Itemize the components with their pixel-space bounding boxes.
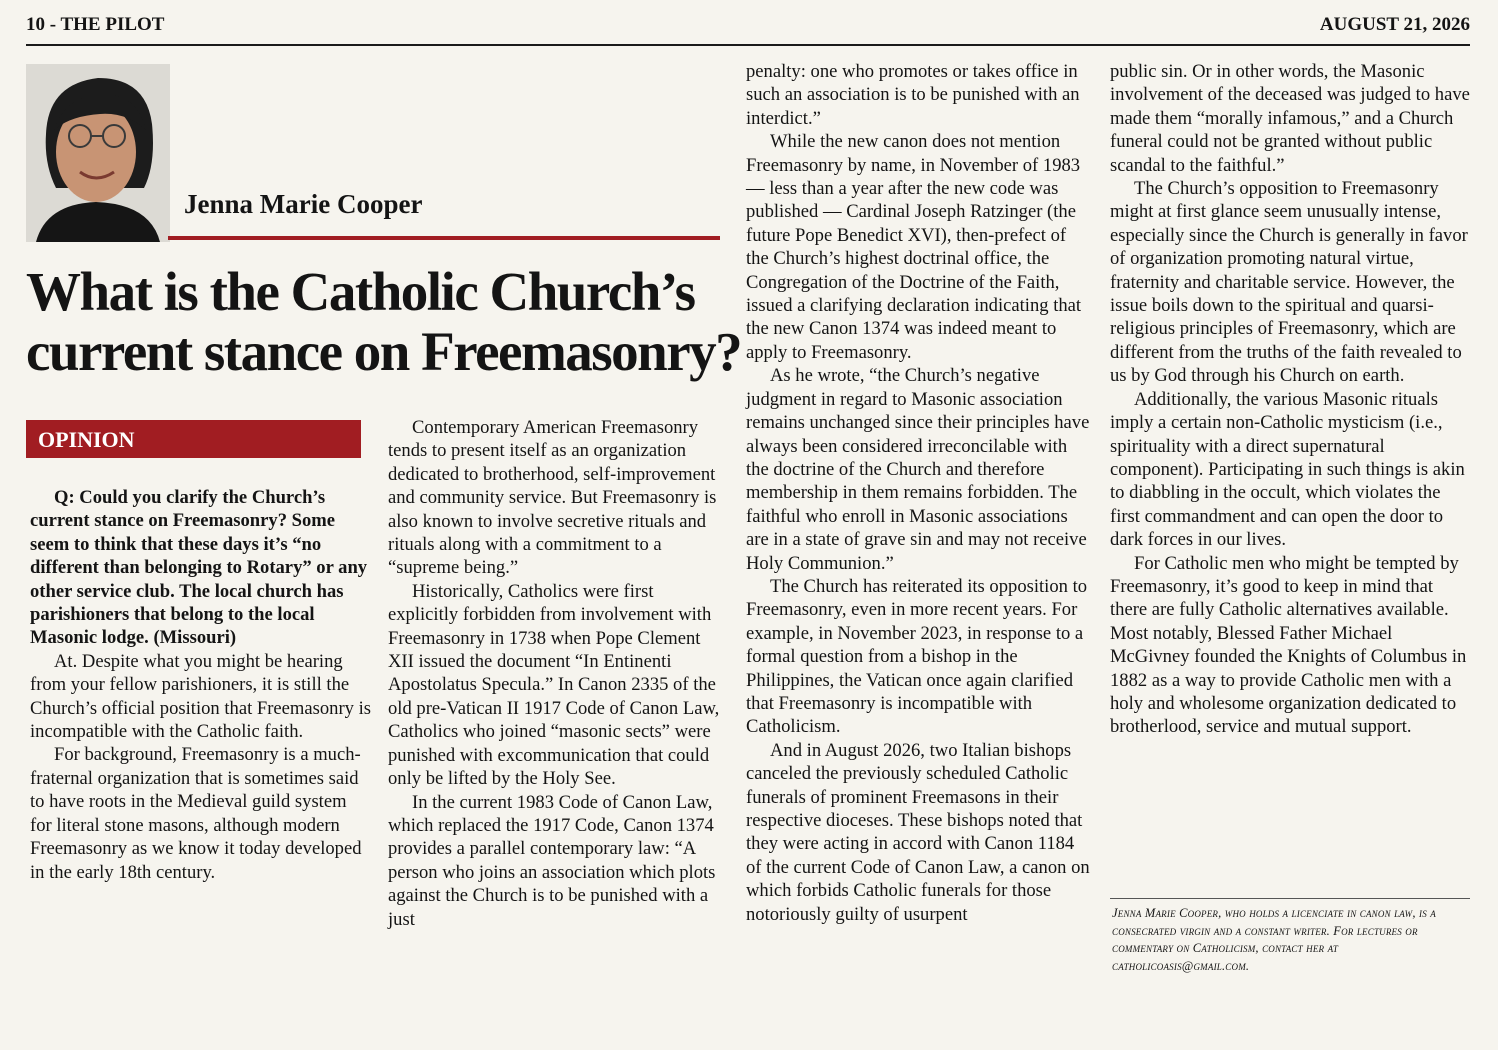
paragraph: For background, Freemasonry is a much-fraternal organization that is sometimes said to have roots in the Medieval guild system for literal stone masons, although modern Freemasonry as we know it today developed in the early 18th century. [30, 744, 362, 883]
author-portrait-image [26, 64, 170, 242]
paragraph: And in August 2026, two Italian bishops canceled the previously scheduled Catholic funerals of prominent Freemasons in their respective dioceses. These bishops noted that they were acting in accord with Canon 1184 of the current Code of Canon Law, a canon on which forbids Catholic funerals for those notoriously guilty of usurpent [746, 739, 1090, 925]
paragraph: In the current 1983 Code of Canon Law, which replaced the 1917 Code, Canon 1374 provides a parallel contemporary law: “A person who joins an association which plots against the Church is to be punished with a just [388, 791, 716, 930]
article-headline: What is the Catholic Church’s current stance on Freemasonry? [26, 261, 742, 382]
reader-question: Q: Could you clarify the Church’s current stance on Freemasonry? Some seem to think that these days it’s “no different than belonging to Rotary” or any other service club. The local church has parishioners that belong to the local Masonic lodge. (Missouri) [30, 487, 368, 649]
bio-divider [1110, 898, 1470, 899]
paragraph: As he wrote, “the Church’s negative judgment in regard to Masonic association remains unchanged since their principles have always been considered irreconcilable with the doctrine of the Church and therefore membership in them remains forbidden. The faithful who enroll in Masonic associations are in a state of grave sin and may not receive Holy Communion.” [746, 365, 1090, 574]
paragraph: Additionally, the various Masonic rituals imply a certain non-Catholic mysticism (i.e., spirituality with a direct supernatural component). Participating in such things is akin to diabbling in the occult, which violates the first commandment and can open the door to dark forces in our lives. [1110, 388, 1465, 551]
paragraph: While the new canon does not mention Freemasonry by name, in November of 1983 — less than a year after the new code was published — Cardinal Joseph Ratzinger (the future Pope Benedict XVI), then-prefect of the Church’s highest doctrinal office, the Congregation of the Doctrine of the Faith, issued a clarifying declaration indicating that the new Canon 1374 was indeed meant to apply to Freemasonry. [746, 131, 1082, 363]
paragraph: The Church has reiterated its opposition to Freemasonry, even in more recent years. For example, in November 2023, in response to a formal question from a bishop in the Philippines, the Vatican once again clarified that Freemasonry is incompatible with Catholicism. [746, 575, 1088, 738]
paragraph: For Catholic men who might be tempted by Freemasonry, it’s good to keep in mind that there are fully Catholic alternatives available. Most notably, Blessed Father Michael McGivney founded the Knights of Columbus in 1882 as a way to provide Catholic men with a holy and wholesome organization dedicated to brotherlood, service and mutual support. [1110, 552, 1467, 738]
article-column-1 [30, 486, 372, 884]
paragraph-continued: penalty: one who promotes or takes office in such an association is to be punished with an interdict.” [746, 61, 1080, 129]
issue-date: AUGUST 21, 2026 [1319, 14, 1470, 35]
masthead [26, 12, 1470, 46]
article-column-3 [746, 60, 1092, 926]
section-label: OPINION [26, 420, 361, 458]
author-photo [26, 64, 170, 242]
author-bio: Jenna Marie Cooper, who holds a licenciate in canon law, is a consecrated virgin and a constant writer. For lectures or commentary on Catholicism, contact her at catholicoasis@gmail.com. [1112, 906, 1436, 973]
paragraph: Historically, Catholics were first explicitly forbidden from involvement with Freemasonry in 1738 when Pope Clement XII issued the document “In Entinenti Apostolatus Specula.” In Canon 2335 of the old pre-Vatican II 1917 Code of Canon Law, Catholics who joined “masonic sects” were punished with excommunication that could only be lifted by the Holy See. [388, 580, 720, 790]
paragraph: At. Despite what you might be hearing from your fellow parishioners, it is still the Church’s official position that Freemasonry is incompatible with the Catholic faith. [30, 650, 372, 743]
article-column-4 [1110, 60, 1470, 739]
paragraph: The Church’s opposition to Freemasonry might at first glance seem unusually intense, especially since the Church is generally in favor of organization promoting natural virtue, fraternity and charitable service. However, the issue boils down to the spiritual and quarsi-religious principles of Freemasonry, which are different from the truths of the faith revealed to us by God through his Church on earth. [1110, 178, 1468, 387]
author-byline: Jenna Marie Cooper [184, 189, 423, 219]
page-label: 10 - THE PILOT [26, 14, 165, 35]
article-column-2 [388, 416, 724, 931]
paragraph: Contemporary American Freemasonry tends to present itself as an organization dedicated to brotherhood, self-improvement and community service. But Freemasonry is also known to involve secretive rituals and rituals along with a commitment to a “supreme being.” [388, 417, 717, 579]
paragraph-continued: public sin. Or in other words, the Masonic involvement of the deceased was judged to have made them “morally infamous,” and a Church funeral could not be granted without public scandal to the faithful.” [1110, 61, 1470, 176]
byline-rule [168, 236, 720, 240]
